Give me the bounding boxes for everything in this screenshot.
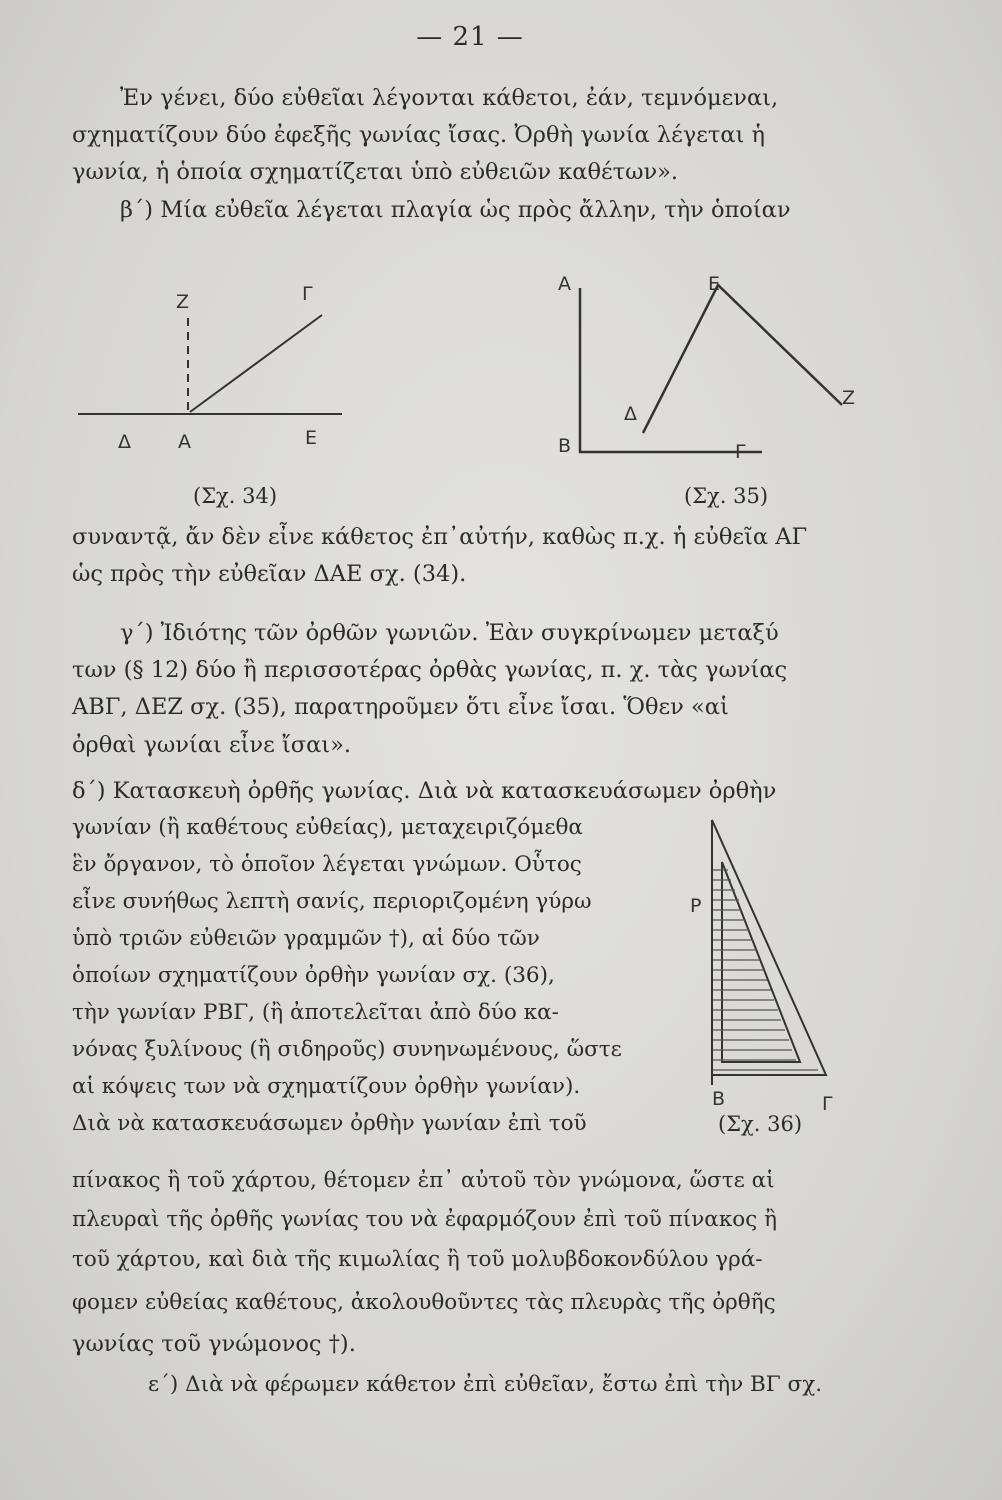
text-line: φομεν εὐθείας καθέτους, ἀκολουθοῦντες τὰς πλευρὰς τῆς ὀρθῆς [72,1290,776,1315]
fig34-label-E: E [305,427,318,449]
right-angle-DEZ [643,285,842,433]
text-line: γ΄) Ἰδιότης τῶν ὀρθῶν γωνιῶν. Ἐὰν συγκρίνωμεν μεταξύ [120,620,779,646]
text-line: ε΄) Διὰ νὰ φέρωμεν κάθετον ἐπὶ εὐθεῖαν, ἔστω ἐπὶ τὴν ΒΓ σχ. [148,1372,823,1397]
figure-36 [712,820,826,1085]
figure-35-caption: (Σχ. 35) [684,484,769,508]
text-line: β΄) Μία εὐθεῖα λέγεται πλαγία ὡς πρὸς ἄλλην, τὴν ὁποίαν [120,197,791,223]
set-square-outline [712,820,826,1075]
fig34-label-G: Γ [302,283,313,305]
fig36-label-B: B [712,1088,726,1110]
set-square-hatching [713,870,818,1070]
text-line: εἶνε συνήθως λεπτὴ σανίς, περιοριζομένη γύρω [72,889,592,914]
text-line: τὴν γωνίαν ΡΒΓ, (ἢ ἀποτελεῖται ἀπὸ δύο κα- [72,1000,559,1025]
set-square-inner [722,862,800,1062]
text-line: πίνακος ἢ τοῦ χάρτου, θέτομεν ἐπ᾽ αὐτοῦ τὸν γνώμονα, ὥστε αἱ [72,1168,775,1193]
text-line: Διὰ νὰ κατασκευάσωμεν ὀρθὴν γωνίαν ἐπὶ τοῦ [72,1111,587,1136]
text-line: δ΄) Κατασκευὴ ὀρθῆς γωνίας. Διὰ νὰ κατασκευάσωμεν ὀρθὴν [72,778,777,804]
text-line: ὡς πρὸς τὴν εὐθεῖαν ΔΑΕ σχ. (34). [72,561,467,587]
text-line: γωνία, ἡ ὁποία σχηματίζεται ὑπὸ εὐθειῶν καθέτων». [72,159,679,185]
text-line: γωνίας τοῦ γνώμονος †). [72,1331,356,1357]
text-line: ὀρθαὶ γωνίαι εἶνε ἴσαι». [72,732,352,758]
fig36-label-G: Γ [822,1093,833,1115]
right-angle-ABG [580,288,762,452]
text-line: πλευραὶ τῆς ὀρθῆς γωνίας του νὰ ἐφαρμόζουν ἐπὶ τοῦ πίνακος ἢ [72,1207,777,1232]
text-line: ἓν ὄργανον, τὸ ὁποῖον λέγεται γνώμων. Οὗτος [72,852,582,877]
text-line: των (§ 12) δύο ἢ περισσοτέρας ὀρθὰς γωνίας, π. χ. τὰς γωνίας [72,657,788,683]
page-number: — 21 — [416,22,524,52]
figure-34-caption: (Σχ. 34) [193,484,278,508]
text-line: ΑΒΓ, ΔΕΖ σχ. (35), παρατηροῦμεν ὅτι εἶνε ἴσαι. Ὅθεν «αἱ [72,694,729,720]
text-line: αἱ κόψεις των νὰ σχηματίζουν ὀρθὴν γωνίαν). [72,1074,581,1099]
text-line: Ἐν γένει, δύο εὐθεῖαι λέγονται κάθετοι, ἐάν, τεμνόμεναι, [120,85,779,111]
text-line: σχηματίζουν δύο ἐφεξῆς γωνίας ἴσας. Ὀρθὴ γωνία λέγεται ἡ [72,122,765,148]
text-line: τοῦ χάρτου, καὶ διὰ τῆς κιμωλίας ἢ τοῦ μολυβδοκονδύλου γρά- [72,1247,763,1272]
fig36-label-P: P [690,895,702,917]
text-line: συναντᾷ, ἄν δὲν εἶνε κάθετος ἐπ᾽αὐτήν, καθὼς π.χ. ἡ εὐθεῖα ΑΓ [72,524,808,550]
fig35-label-Z: Z [842,387,856,409]
text-line: γωνίαν (ἢ καθέτους εὐθείας), μεταχειριζόμεθα [72,815,583,840]
fig35-label-B: B [558,435,572,457]
text-line: ὑπὸ τριῶν εὐθειῶν γραμμῶν †), αἱ δύο τῶν [72,926,540,951]
fig35-label-E: E [708,273,721,295]
fig35-label-D: Δ [624,403,637,425]
fig34-label-A: A [178,431,191,453]
figure-35 [580,285,842,452]
text-line: νόνας ξυλίνους (ἢ σιδηροῦς) συνηνωμένους, ὥστε [72,1037,622,1062]
text-line: ὁποίων σχηματίζουν ὀρθὴν γωνίαν σχ. (36), [72,963,555,988]
fig35-label-G: Γ [735,441,746,463]
figure-34 [78,315,342,414]
oblique-AG [190,315,322,412]
figure-36-caption: (Σχ. 36) [718,1112,803,1136]
fig34-label-Z: Z [176,291,190,313]
fig34-label-D: Δ [118,431,131,453]
fig35-label-A: A [558,273,571,295]
